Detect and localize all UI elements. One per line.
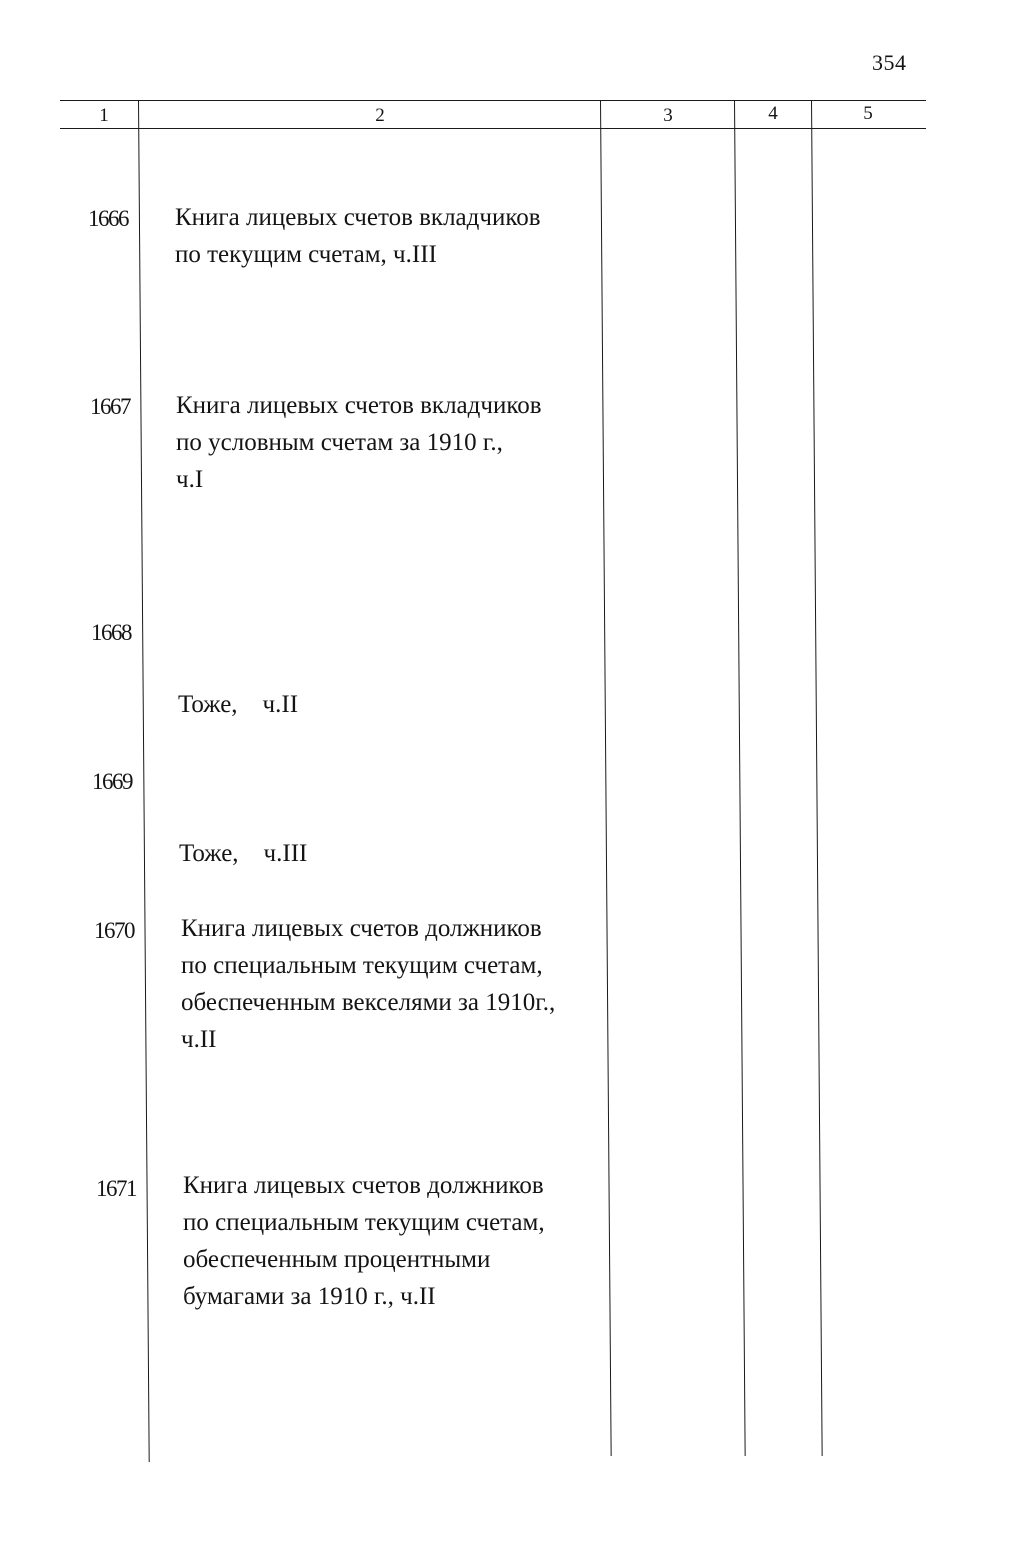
row-description [176,387,574,498]
text-line: Книга лицевых счетов должников [183,1172,544,1199]
text-line: по специальным текущим счетам, [181,952,543,979]
row-number: 1669 [92,769,132,794]
row-number: 1670 [94,918,134,943]
column-header-2: 2 [375,105,385,126]
column-header-5: 5 [863,103,873,124]
text-line: ч.II [181,1026,217,1053]
text-line: по текущим счетам, ч.III [175,241,437,268]
text-line: обеспеченным процентными [183,1246,491,1273]
text-line: Книга лицевых счетов вкладчиков [175,204,541,231]
row-description [175,199,573,273]
column-header-1: 1 [99,105,109,126]
column-divider-3 [734,100,746,1456]
row-description [183,1167,581,1315]
text-line: ч.I [176,466,204,493]
text-line: бумагами за 1910 г., ч.II [183,1283,436,1310]
text-line: Книга лицевых счетов вкладчиков [176,392,542,419]
text-line: Тоже, ч.II [178,691,299,718]
text-line: по условным счетам за 1910 г., [176,429,503,456]
text-line: Тоже, ч.III [179,840,308,867]
table-top-rule [60,100,926,101]
row-number: 1668 [91,620,131,645]
column-divider-1 [138,100,150,1462]
column-divider-4 [811,100,823,1456]
text-line: по специальным текущим счетам, [183,1209,545,1236]
text-line: Книга лицевых счетов должников [181,915,542,942]
column-header-3: 3 [663,105,673,126]
row-description [181,910,579,1058]
row-number: 1667 [90,394,130,419]
column-divider-2 [600,100,612,1456]
row-number: 1671 [96,1176,136,1201]
text-line: обеспеченным векселями за 1910г., [181,989,556,1016]
page-number: 354 [872,50,907,75]
row-number: 1666 [88,206,128,231]
table-header-rule [60,128,926,129]
column-header-4: 4 [768,103,778,124]
